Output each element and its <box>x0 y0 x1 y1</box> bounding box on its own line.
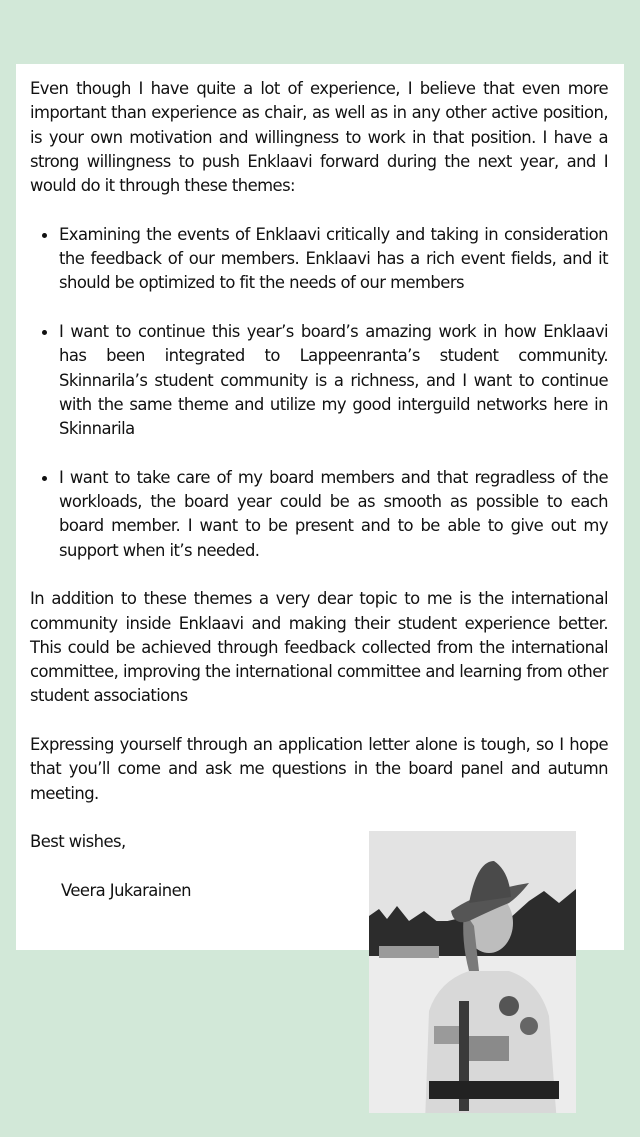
theme-item <box>59 223 608 296</box>
signature: Veera Jukarainen <box>61 880 191 900</box>
intro-paragraph: Even though I have quite a lot of experience, I believe that even more important than experience as chair, as well as in any other active position, is your own motivation and willingness to work in that position. I have a strong willingness to push Enklaavi forward during the next year, and I would do it through these themes: <box>30 79 608 196</box>
portrait-photo <box>369 831 576 1113</box>
themes-list <box>30 223 608 563</box>
theme-item <box>59 320 608 441</box>
letter-body <box>30 77 608 903</box>
portrait-illustration <box>369 831 576 1113</box>
bullet-icon <box>42 330 47 335</box>
bullet-icon <box>42 476 47 481</box>
theme-text: I want to continue this year’s board’s amazing work in how Enklaavi has been integrated to Lappeenranta’s student community. Skinnarila’s student community is a richness, and I want to continue with the same theme and utilize my good interguild networks here in Skinnarila <box>59 321 608 439</box>
international-paragraph: In addition to these themes a very dear topic to me is the international community inside Enklaavi and making their student experience better. This could be achieved through feedback collected from the international committee, improving the international committee and learning from other student associations <box>30 589 608 706</box>
sign-off: Best wishes, <box>30 832 126 852</box>
theme-text: Examining the events of Enklaavi critically and taking in consideration the feedback of our members. Enklaavi has a rich event fields, and it should be optimized to fit the needs of our members <box>59 224 608 293</box>
theme-item <box>59 466 608 563</box>
bullet-icon <box>42 233 47 238</box>
theme-text: I want to take care of my board members and that regradless of the workloads, the board year could be as smooth as possible to each board member. I want to be present and to be able to give out my support when it’s needed. <box>59 467 608 560</box>
closing-paragraph: Expressing yourself through an application letter alone is tough, so I hope that you’ll come and ask me questions in the board panel and autumn meeting. <box>30 735 608 803</box>
